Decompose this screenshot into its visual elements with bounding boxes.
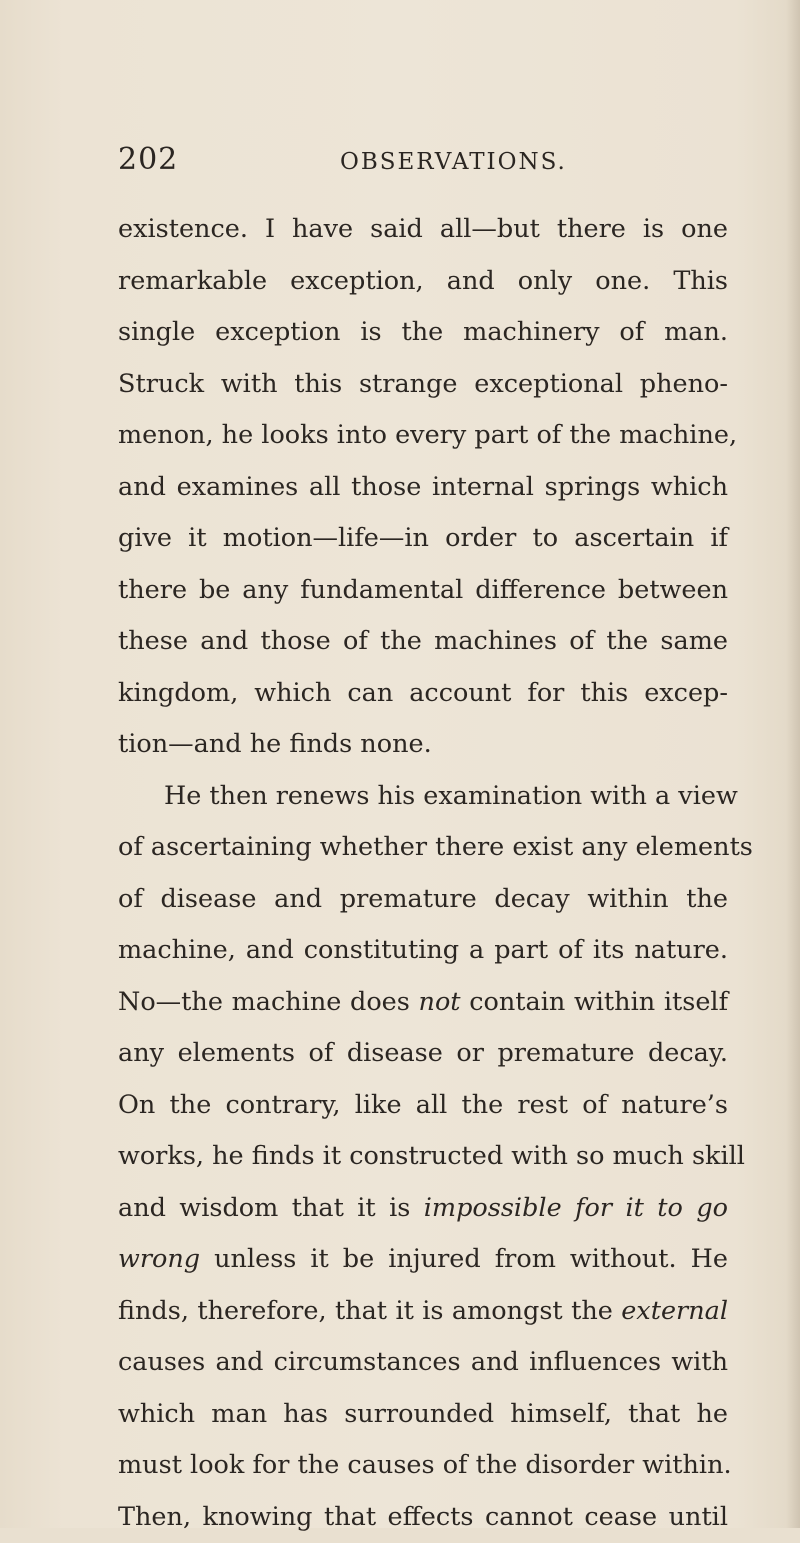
- italic-emphasis: external: [621, 1296, 728, 1326]
- page-header: [118, 142, 728, 182]
- text-line-paragraph-end: tion—and he finds none.: [118, 719, 728, 771]
- text-line: these and those of the machines of the same: [118, 616, 728, 668]
- text-line: any elements of disease or premature decay.: [118, 1028, 728, 1080]
- text-line: wrong unless it be injured from without. He: [118, 1234, 728, 1286]
- text-line: of ascertaining whether there exist any elements: [118, 822, 728, 874]
- text-line: kingdom, which can account for this excep-: [118, 668, 728, 720]
- italic-emphasis: not: [419, 987, 461, 1017]
- text-line: which man has surrounded himself, that he: [118, 1389, 728, 1441]
- body-text: [118, 204, 728, 1543]
- text-line: No—the machine does not contain within itself: [118, 977, 728, 1029]
- text-line: Then, knowing that effects cannot cease until: [118, 1492, 728, 1543]
- text-line: and wisdom that it is impossible for it to go: [118, 1183, 728, 1235]
- text-line: causes and circumstances and influences with: [118, 1337, 728, 1389]
- running-title: OBSERVATIONS.: [340, 149, 567, 175]
- text-line: finds, therefore, that it is amongst the external: [118, 1286, 728, 1338]
- text-line: single exception is the machinery of man.: [118, 307, 728, 359]
- text-line: remarkable exception, and only one. This: [118, 256, 728, 308]
- italic-emphasis: wrong: [118, 1244, 200, 1274]
- text-line: machine, and constituting a part of its nature.: [118, 925, 728, 977]
- text-line: must look for the causes of the disorder within.: [118, 1440, 728, 1492]
- text-line: and examines all those internal springs which: [118, 462, 728, 514]
- text-line: works, he finds it constructed with so much skill: [118, 1131, 728, 1183]
- text-line: existence. I have said all—but there is one: [118, 204, 728, 256]
- text-line: On the contrary, like all the rest of nature’s: [118, 1080, 728, 1132]
- text-line: Struck with this strange exceptional pheno-: [118, 359, 728, 411]
- page-edge-shadow: [786, 0, 800, 1528]
- text-line: there be any fundamental difference between: [118, 565, 728, 617]
- text-line: give it motion—life—in order to ascertain if: [118, 513, 728, 565]
- text-line: menon, he looks into every part of the machine,: [118, 410, 728, 462]
- text-line-paragraph-start: He then renews his examination with a view: [118, 771, 728, 823]
- page-number: 202: [118, 142, 178, 177]
- text-line: of disease and premature decay within the: [118, 874, 728, 926]
- italic-emphasis: impossible for it to go: [424, 1193, 728, 1223]
